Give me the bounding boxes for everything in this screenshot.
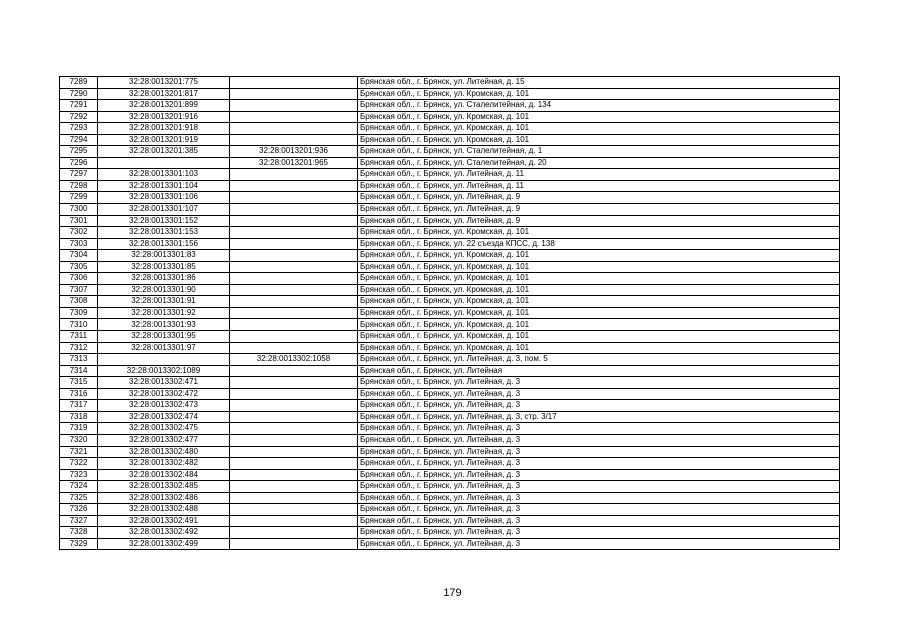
cadastral-number-cell: 32:28:0013301:103 [98, 169, 230, 181]
row-number-cell: 7327 [60, 515, 98, 527]
row-number-cell: 7328 [60, 527, 98, 539]
secondary-cadastral-number-cell [230, 527, 358, 539]
secondary-cadastral-number-cell: 32:28:0013201:936 [230, 146, 358, 158]
row-number-cell: 7319 [60, 423, 98, 435]
row-number-cell: 7294 [60, 134, 98, 146]
table-row [60, 527, 840, 539]
secondary-cadastral-number-cell [230, 331, 358, 343]
address-cell: Брянская обл., г. Брянск, ул. Кромская, д. 101 [358, 227, 840, 239]
table-row [60, 100, 840, 112]
table-row [60, 307, 840, 319]
row-number-cell: 7306 [60, 273, 98, 285]
address-cell: Брянская обл., г. Брянск, ул. Литейная, д. 3 [358, 446, 840, 458]
table-row [60, 538, 840, 550]
address-cell: Брянская обл., г. Брянск, ул. Кромская, д. 101 [358, 88, 840, 100]
secondary-cadastral-number-cell [230, 342, 358, 354]
address-cell: Брянская обл., г. Брянск, ул. Кромская, д. 101 [358, 123, 840, 135]
secondary-cadastral-number-cell [230, 111, 358, 123]
row-number-cell: 7308 [60, 296, 98, 308]
secondary-cadastral-number-cell [230, 100, 358, 112]
table-row [60, 411, 840, 423]
address-cell: Брянская обл., г. Брянск, ул. Сталелитейная, д. 134 [358, 100, 840, 112]
cadastral-number-cell: 32:28:0013302:492 [98, 527, 230, 539]
table-row [60, 354, 840, 366]
cadastral-number-cell: 32:28:0013201:385 [98, 146, 230, 158]
cadastral-number-cell: 32:28:0013302:499 [98, 538, 230, 550]
table-row [60, 123, 840, 135]
registry-table-body [60, 77, 840, 550]
row-number-cell: 7296 [60, 157, 98, 169]
table-row [60, 423, 840, 435]
row-number-cell: 7317 [60, 400, 98, 412]
table-row [60, 365, 840, 377]
row-number-cell: 7318 [60, 411, 98, 423]
cadastral-number-cell [98, 354, 230, 366]
cadastral-number-cell: 32:28:0013301:85 [98, 261, 230, 273]
secondary-cadastral-number-cell [230, 307, 358, 319]
cadastral-number-cell: 32:28:0013302:473 [98, 400, 230, 412]
address-cell: Брянская обл., г. Брянск, ул. Литейная, д. 3 [358, 400, 840, 412]
cadastral-number-cell: 32:28:0013302:471 [98, 377, 230, 389]
row-number-cell: 7314 [60, 365, 98, 377]
secondary-cadastral-number-cell [230, 250, 358, 262]
table-row [60, 250, 840, 262]
address-cell: Брянская обл., г. Брянск, ул. Кромская, д. 101 [358, 111, 840, 123]
secondary-cadastral-number-cell [230, 388, 358, 400]
row-number-cell: 7295 [60, 146, 98, 158]
table-row [60, 180, 840, 192]
cadastral-number-cell: 32:28:0013201:919 [98, 134, 230, 146]
cadastral-number-cell: 32:28:0013302:488 [98, 504, 230, 516]
table-row [60, 273, 840, 285]
cadastral-number-cell: 32:28:0013302:477 [98, 434, 230, 446]
cadastral-number-cell: 32:28:0013302:1089 [98, 365, 230, 377]
cadastral-number-cell: 32:28:0013301:106 [98, 192, 230, 204]
address-cell: Брянская обл., г. Брянск, ул. Сталелитейная, д. 1 [358, 146, 840, 158]
table-row [60, 342, 840, 354]
address-cell: Брянская обл., г. Брянск, ул. Литейная, д. 3 [358, 492, 840, 504]
secondary-cadastral-number-cell [230, 319, 358, 331]
row-number-cell: 7299 [60, 192, 98, 204]
row-number-cell: 7322 [60, 458, 98, 470]
cadastral-number-cell: 32:28:0013301:86 [98, 273, 230, 285]
secondary-cadastral-number-cell [230, 180, 358, 192]
row-number-cell: 7320 [60, 434, 98, 446]
address-cell: Брянская обл., г. Брянск, ул. Литейная, д. 3 [358, 469, 840, 481]
table-row [60, 481, 840, 493]
secondary-cadastral-number-cell: 32:28:0013201:965 [230, 157, 358, 169]
cadastral-number-cell: 32:28:0013302:484 [98, 469, 230, 481]
table-row [60, 134, 840, 146]
secondary-cadastral-number-cell [230, 492, 358, 504]
cadastral-number-cell: 32:28:0013201:916 [98, 111, 230, 123]
address-cell: Брянская обл., г. Брянск, ул. Кромская, д. 101 [358, 261, 840, 273]
cadastral-number-cell: 32:28:0013301:152 [98, 215, 230, 227]
secondary-cadastral-number-cell [230, 284, 358, 296]
cadastral-number-cell: 32:28:0013302:485 [98, 481, 230, 493]
secondary-cadastral-number-cell [230, 446, 358, 458]
cadastral-number-cell: 32:28:0013302:475 [98, 423, 230, 435]
secondary-cadastral-number-cell [230, 238, 358, 250]
table-row [60, 446, 840, 458]
cadastral-number-cell: 32:28:0013302:486 [98, 492, 230, 504]
row-number-cell: 7312 [60, 342, 98, 354]
cadastral-number-cell: 32:28:0013301:156 [98, 238, 230, 250]
cadastral-number-cell: 32:28:0013302:472 [98, 388, 230, 400]
address-cell: Брянская обл., г. Брянск, ул. Кромская, д. 101 [358, 296, 840, 308]
row-number-cell: 7298 [60, 180, 98, 192]
address-cell: Брянская обл., г. Брянск, ул. Кромская, д. 101 [358, 342, 840, 354]
table-row [60, 157, 840, 169]
table-row [60, 261, 840, 273]
secondary-cadastral-number-cell [230, 481, 358, 493]
row-number-cell: 7324 [60, 481, 98, 493]
cadastral-number-cell: 32:28:0013302:491 [98, 515, 230, 527]
property-registry-table [59, 76, 840, 550]
address-cell: Брянская обл., г. Брянск, ул. Литейная, д. 3 [358, 504, 840, 516]
secondary-cadastral-number-cell [230, 273, 358, 285]
row-number-cell: 7313 [60, 354, 98, 366]
address-cell: Брянская обл., г. Брянск, ул. Сталелитейная, д. 20 [358, 157, 840, 169]
row-number-cell: 7305 [60, 261, 98, 273]
address-cell: Брянская обл., г. Брянск, ул. Кромская, д. 101 [358, 250, 840, 262]
address-cell: Брянская обл., г. Брянск, ул. Литейная, д. 3 [358, 515, 840, 527]
secondary-cadastral-number-cell [230, 423, 358, 435]
secondary-cadastral-number-cell [230, 192, 358, 204]
row-number-cell: 7291 [60, 100, 98, 112]
row-number-cell: 7293 [60, 123, 98, 135]
cadastral-number-cell: 32:28:0013301:107 [98, 204, 230, 216]
secondary-cadastral-number-cell [230, 77, 358, 89]
address-cell: Брянская обл., г. Брянск, ул. Литейная, д. 3 [358, 388, 840, 400]
row-number-cell: 7315 [60, 377, 98, 389]
address-cell: Брянская обл., г. Брянск, ул. Литейная, д. 3 [358, 458, 840, 470]
row-number-cell: 7323 [60, 469, 98, 481]
row-number-cell: 7303 [60, 238, 98, 250]
table-row [60, 377, 840, 389]
secondary-cadastral-number-cell [230, 434, 358, 446]
cadastral-number-cell: 32:28:0013302:474 [98, 411, 230, 423]
table-row [60, 215, 840, 227]
row-number-cell: 7326 [60, 504, 98, 516]
address-cell: Брянская обл., г. Брянск, ул. Литейная, д. 11 [358, 180, 840, 192]
row-number-cell: 7297 [60, 169, 98, 181]
address-cell: Брянская обл., г. Брянск, ул. Литейная, д. 3 [358, 527, 840, 539]
secondary-cadastral-number-cell [230, 123, 358, 135]
table-row [60, 284, 840, 296]
table-row [60, 504, 840, 516]
secondary-cadastral-number-cell [230, 204, 358, 216]
secondary-cadastral-number-cell [230, 504, 358, 516]
secondary-cadastral-number-cell [230, 377, 358, 389]
address-cell: Брянская обл., г. Брянск, ул. Литейная, д. 9 [358, 204, 840, 216]
address-cell: Брянская обл., г. Брянск, ул. Литейная, д. 15 [358, 77, 840, 89]
row-number-cell: 7289 [60, 77, 98, 89]
cadastral-number-cell: 32:28:0013201:775 [98, 77, 230, 89]
table-row [60, 238, 840, 250]
secondary-cadastral-number-cell [230, 365, 358, 377]
table-row [60, 331, 840, 343]
cadastral-number-cell: 32:28:0013301:93 [98, 319, 230, 331]
row-number-cell: 7307 [60, 284, 98, 296]
table-row [60, 515, 840, 527]
row-number-cell: 7292 [60, 111, 98, 123]
address-cell: Брянская обл., г. Брянск, ул. Кромская, д. 101 [358, 307, 840, 319]
table-row [60, 169, 840, 181]
address-cell: Брянская обл., г. Брянск, ул. Литейная, д. 3, стр. 3/17 [358, 411, 840, 423]
address-cell: Брянская обл., г. Брянск, ул. Кромская, д. 101 [358, 284, 840, 296]
table-row [60, 77, 840, 89]
row-number-cell: 7311 [60, 331, 98, 343]
address-cell: Брянская обл., г. Брянск, ул. Литейная, д. 3, пом. 5 [358, 354, 840, 366]
row-number-cell: 7329 [60, 538, 98, 550]
address-cell: Брянская обл., г. Брянск, ул. Кромская, д. 101 [358, 273, 840, 285]
secondary-cadastral-number-cell [230, 296, 358, 308]
table-row [60, 146, 840, 158]
row-number-cell: 7290 [60, 88, 98, 100]
page-number: 179 [443, 587, 462, 599]
address-cell: Брянская обл., г. Брянск, ул. Литейная, д. 3 [358, 423, 840, 435]
row-number-cell: 7304 [60, 250, 98, 262]
table-row [60, 469, 840, 481]
cadastral-number-cell: 32:28:0013301:95 [98, 331, 230, 343]
row-number-cell: 7321 [60, 446, 98, 458]
address-cell: Брянская обл., г. Брянск, ул. Литейная, д. 9 [358, 215, 840, 227]
table-row [60, 204, 840, 216]
cadastral-number-cell: 32:28:0013201:817 [98, 88, 230, 100]
row-number-cell: 7302 [60, 227, 98, 239]
table-row [60, 388, 840, 400]
row-number-cell: 7325 [60, 492, 98, 504]
cadastral-number-cell: 32:28:0013201:918 [98, 123, 230, 135]
secondary-cadastral-number-cell [230, 88, 358, 100]
table-row [60, 400, 840, 412]
secondary-cadastral-number-cell [230, 458, 358, 470]
cadastral-number-cell: 32:28:0013301:153 [98, 227, 230, 239]
cadastral-number-cell: 32:28:0013301:90 [98, 284, 230, 296]
cadastral-number-cell: 32:28:0013302:482 [98, 458, 230, 470]
secondary-cadastral-number-cell [230, 538, 358, 550]
address-cell: Брянская обл., г. Брянск, ул. 22 съезда КПСС, д. 138 [358, 238, 840, 250]
cadastral-number-cell: 32:28:0013301:104 [98, 180, 230, 192]
secondary-cadastral-number-cell: 32:28:0013302:1058 [230, 354, 358, 366]
row-number-cell: 7301 [60, 215, 98, 227]
address-cell: Брянская обл., г. Брянск, ул. Литейная, д. 3 [358, 434, 840, 446]
table-row [60, 458, 840, 470]
cadastral-number-cell [98, 157, 230, 169]
table-row [60, 111, 840, 123]
row-number-cell: 7316 [60, 388, 98, 400]
address-cell: Брянская обл., г. Брянск, ул. Литейная, д. 3 [358, 377, 840, 389]
secondary-cadastral-number-cell [230, 400, 358, 412]
row-number-cell: 7309 [60, 307, 98, 319]
table-row [60, 492, 840, 504]
address-cell: Брянская обл., г. Брянск, ул. Литейная, д. 3 [358, 538, 840, 550]
row-number-cell: 7310 [60, 319, 98, 331]
secondary-cadastral-number-cell [230, 134, 358, 146]
address-cell: Брянская обл., г. Брянск, ул. Кромская, д. 101 [358, 319, 840, 331]
secondary-cadastral-number-cell [230, 215, 358, 227]
address-cell: Брянская обл., г. Брянск, ул. Кромская, д. 101 [358, 134, 840, 146]
address-cell: Брянская обл., г. Брянск, ул. Литейная, д. 3 [358, 481, 840, 493]
table-row [60, 319, 840, 331]
table-row [60, 227, 840, 239]
address-cell: Брянская обл., г. Брянск, ул. Литейная, д. 9 [358, 192, 840, 204]
cadastral-number-cell: 32:28:0013201:899 [98, 100, 230, 112]
secondary-cadastral-number-cell [230, 469, 358, 481]
row-number-cell: 7300 [60, 204, 98, 216]
cadastral-number-cell: 32:28:0013301:83 [98, 250, 230, 262]
cadastral-number-cell: 32:28:0013302:480 [98, 446, 230, 458]
secondary-cadastral-number-cell [230, 261, 358, 273]
cadastral-number-cell: 32:28:0013301:91 [98, 296, 230, 308]
secondary-cadastral-number-cell [230, 411, 358, 423]
secondary-cadastral-number-cell [230, 227, 358, 239]
cadastral-number-cell: 32:28:0013301:97 [98, 342, 230, 354]
address-cell: Брянская обл., г. Брянск, ул. Кромская, д. 101 [358, 331, 840, 343]
table-row [60, 192, 840, 204]
table-row [60, 296, 840, 308]
address-cell: Брянская обл., г. Брянск, ул. Литейная, д. 11 [358, 169, 840, 181]
address-cell: Брянская обл., г. Брянск, ул. Литейная [358, 365, 840, 377]
secondary-cadastral-number-cell [230, 515, 358, 527]
table-row [60, 434, 840, 446]
table-row [60, 88, 840, 100]
cadastral-number-cell: 32:28:0013301:92 [98, 307, 230, 319]
secondary-cadastral-number-cell [230, 169, 358, 181]
